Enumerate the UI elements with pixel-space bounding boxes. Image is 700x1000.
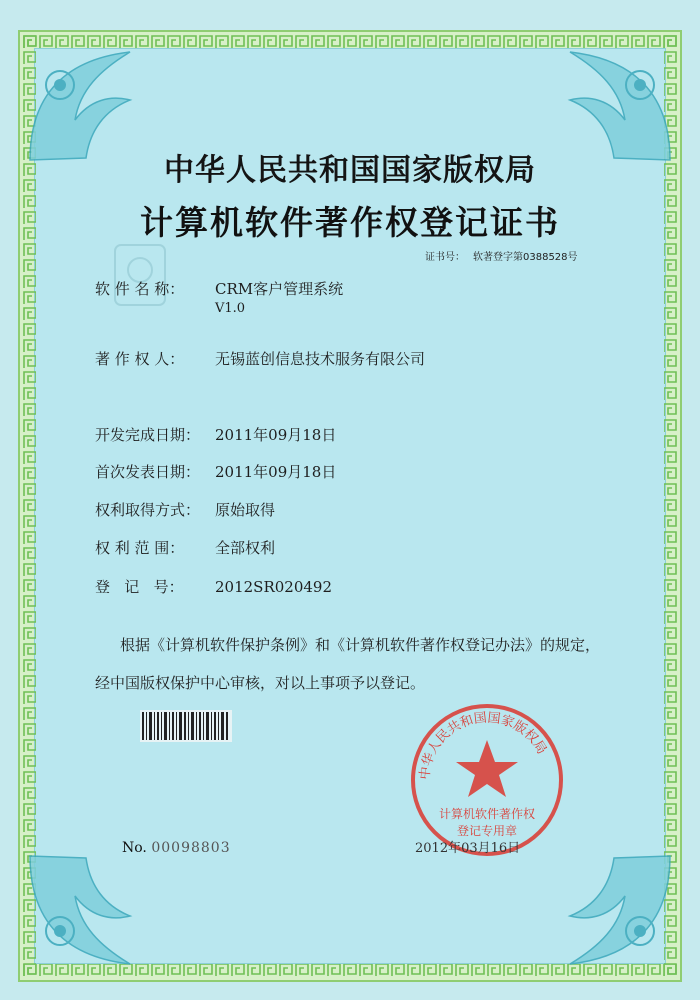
emblem-watermark-icon — [110, 240, 170, 310]
acquire-method-row — [95, 499, 275, 520]
corner-ornament-icon — [550, 846, 680, 976]
dev-date-row — [95, 424, 336, 445]
owner-row — [95, 348, 425, 369]
dev-date-value: 2011年09月18日 — [215, 426, 337, 444]
software-name-row — [95, 278, 343, 299]
rights-scope-label: 权 利 范 围： — [95, 539, 185, 557]
software-name-value: CRM客户管理系统 — [215, 280, 344, 298]
software-name-label: 软 件 名 称： — [95, 280, 185, 298]
svg-text:计算机软件著作权: 计算机软件著作权 — [438, 807, 536, 821]
serial-label: No. — [122, 840, 147, 856]
official-seal-stamp — [407, 700, 567, 860]
corner-ornament-icon — [20, 846, 150, 976]
certificate-number-value: 软著登字第0388528号 — [473, 252, 578, 263]
dev-date-label: 开发完成日期： — [95, 426, 201, 444]
registration-no-value: 2012SR020492 — [215, 578, 333, 596]
issue-date: 2012年03月16日 — [415, 841, 521, 856]
barcode-icon — [140, 710, 232, 742]
certificate-title: 计算机软件著作权登记证书 — [140, 203, 560, 242]
publish-date-label: 首次发表日期： — [95, 463, 201, 481]
registration-statement: 根据《计算机软件保护条例》和《计算机软件著作权登记办法》的规定，经中国版权保护中心审核，对以上事项予以登记。 — [95, 636, 601, 692]
certificate-number — [425, 248, 578, 263]
registration-no-row — [95, 576, 332, 597]
owner-label: 著 作 权 人： — [95, 350, 185, 368]
software-version: V1.0 — [215, 301, 246, 316]
issuer-title: 中华人民共和国国家版权局 — [164, 153, 536, 188]
svg-text:中华人民共和国国家版权局: 中华人民共和国国家版权局 — [417, 710, 550, 781]
certificate-number-label: 证书号： — [425, 252, 465, 263]
serial-value: 00098803 — [151, 840, 231, 856]
acquire-method-label: 权利取得方式： — [95, 501, 201, 519]
svg-text:登记专用章: 登记专用章 — [456, 824, 518, 838]
serial-number — [122, 840, 231, 856]
rights-scope-value: 全部权利 — [215, 539, 276, 557]
registration-no-label: 登 记 号： — [95, 578, 184, 596]
acquire-method-value: 原始取得 — [215, 501, 276, 519]
rights-scope-row — [95, 537, 275, 558]
publish-date-row — [95, 461, 336, 482]
owner-value: 无锡蓝创信息技术服务有限公司 — [215, 350, 426, 368]
publish-date-value: 2011年09月18日 — [215, 463, 337, 481]
